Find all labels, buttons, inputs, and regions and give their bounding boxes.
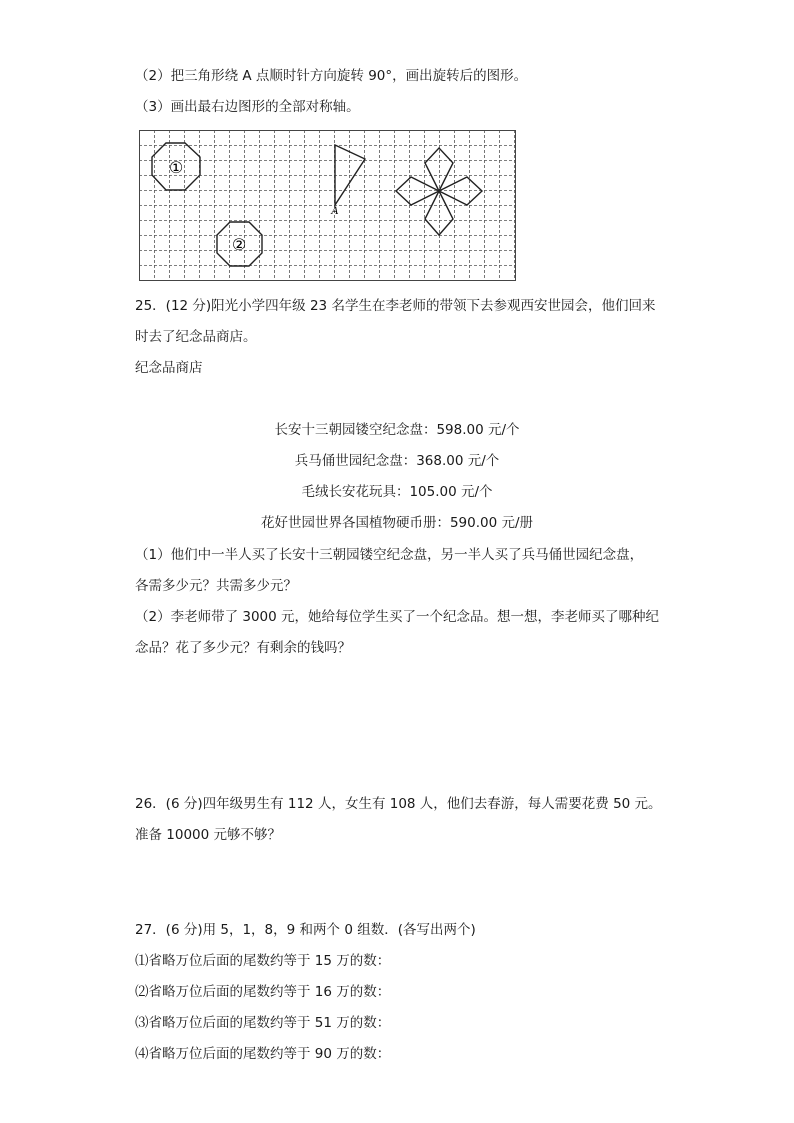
q26-line2: 准备 10000 元够不够？ (135, 827, 282, 843)
octagon-2-label: ② (231, 235, 247, 254)
q24-part2-text: （2）把三角形绕 A 点顺时针方向旋转 90°，画出旋转后的图形。 (135, 68, 528, 84)
q25-line1: 25．(12 分)阳光小学四年级 23 名学生在李老师的带领下去参观西安世园会，他们回来 (135, 298, 656, 314)
q27-item: ⑴省略万位后面的尾数约等于 15 万的数： (135, 953, 391, 969)
store-item: 兵马俑世园纪念盘：368.00 元/个 (294, 453, 500, 469)
q24-part3-text: （3）画出最右边图形的全部对称轴。 (135, 99, 360, 115)
q27-item: ⑶省略万位后面的尾数约等于 51 万的数： (135, 1015, 391, 1031)
octagon-1-label: ① (168, 158, 184, 177)
q26-line1: 26．(6 分)四年级男生有 112 人，女生有 108 人，他们去春游，每人需要花费 50 元。 (135, 796, 662, 812)
point-a-label: A (331, 206, 339, 217)
store-item: 长安十三朝园镂空纪念盘：598.00 元/个 (274, 422, 520, 438)
q25-sub1-line1: （1）他们中一半人买了长安十三朝园镂空纪念盘，另一半人买了兵马俑世园纪念盘， (135, 547, 644, 563)
store-title: 纪念品商店 (135, 360, 203, 376)
q25-sub1-line2: 各需多少元？共需多少元？ (135, 578, 297, 594)
q27-line1: 27．(6 分)用 5，1，8，9 和两个 0 组数．(各写出两个) (135, 922, 476, 938)
q25-sub2-line2: 念品？花了多少元？有剩余的钱吗？ (135, 640, 351, 656)
store-item: 毛绒长安花玩具：105.00 元/个 (301, 484, 493, 500)
q25-line2: 时去了纪念品商店。 (135, 329, 257, 345)
store-item: 花好世园世界各国植物硬币册：590.00 元/册 (260, 515, 534, 531)
grid-figure (139, 130, 519, 282)
q27-item: ⑷省略万位后面的尾数约等于 90 万的数： (135, 1046, 391, 1062)
q25-sub2-line1: （2）李老师带了 3000 元，她给每位学生买了一个纪念品。想一想，李老师买了哪种纪 (135, 609, 660, 625)
triangle (335, 145, 365, 205)
q27-item: ⑵省略万位后面的尾数约等于 16 万的数： (135, 984, 391, 1000)
